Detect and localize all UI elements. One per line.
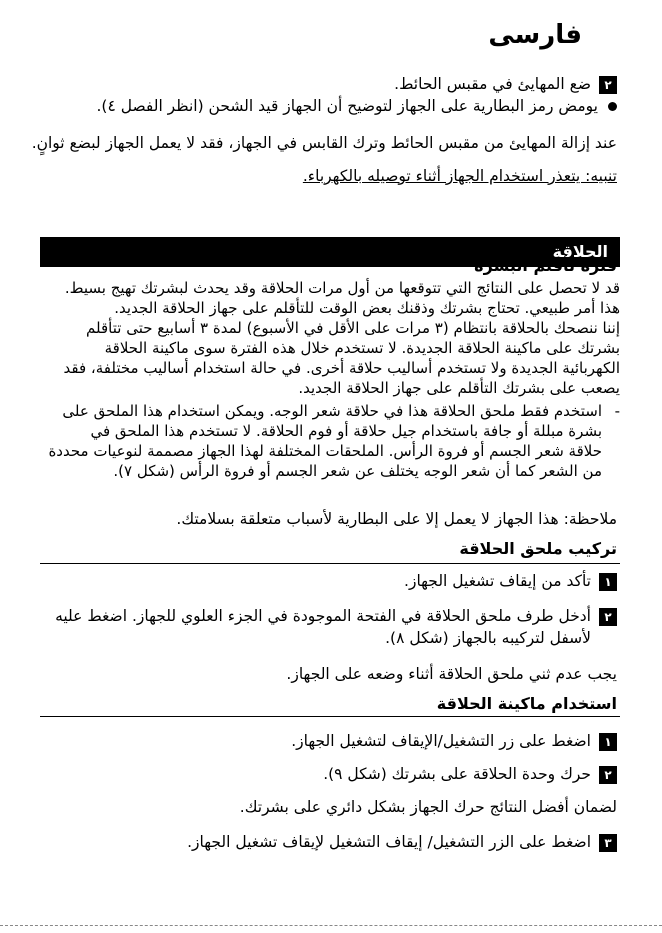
attach-step-1 xyxy=(404,571,617,591)
adaptation-title: فترة تأقلم البشرة xyxy=(474,256,617,275)
attach-step-2-line-2: لأسفل لتركيبه بالجهاز (شكل ٨). xyxy=(385,629,591,647)
adaptation-line: هذا أمر طبيعي. تحتاج بشرتك وذقنك بعض الوقت للتأقلم على جهاز الحلاقة الجديد. xyxy=(114,299,620,317)
attach-title: تركيب ملحق الحلاقة xyxy=(459,539,617,558)
dash-line: حلاقة شعر الجسم أو فروة الرأس. الملحقات المختلفة لهذا الجهاز مصممة لنوعيات محددة xyxy=(48,442,602,460)
attach-warning-text: يجب عدم ثني ملحق الحلاقة أثناء وضعه على الجهاز. xyxy=(286,665,617,683)
intro-warning-text: تنبيه: يتعذر استخدام الجهاز أثناء توصيله بالكهرباء. xyxy=(302,167,617,185)
dash-paragraph xyxy=(0,401,620,481)
section-title: الحلاقة xyxy=(552,242,608,261)
note-text: ملاحظة: هذا الجهاز لا يعمل إلا على البطارية لأسباب متعلقة بسلامتك. xyxy=(176,510,617,528)
use-tip-text: لضمان أفضل النتائج حرك الجهاز بشكل دائري على بشرتك. xyxy=(239,798,617,816)
use-step-2-text: حرك وحدة الحلاقة على بشرتك (شكل ٩). xyxy=(323,765,591,783)
attach-divider xyxy=(40,563,620,564)
intro-bullet-text: يومض رمز البطارية على الجهاز لتوضيح أن الجهاز قيد الشحن (انظر الفصل ٤). xyxy=(96,97,598,115)
adaptation-paragraph xyxy=(40,278,620,398)
bullet-icon xyxy=(608,102,617,111)
dash-marker: - xyxy=(614,402,620,420)
use-divider xyxy=(40,716,620,717)
use-step-3 xyxy=(187,832,617,852)
attach-step-1-text: تأكد من إيقاف تشغيل الجهاز. xyxy=(404,572,591,590)
use-step-1 xyxy=(291,731,617,751)
use-step-3-text: اضغط على الزر التشغيل/ إيقاف التشغيل لإيقاف تشغيل الجهاز. xyxy=(187,833,591,851)
use-step-1-text: اضغط على زر التشغيل/الإيقاف لتشغيل الجهاز. xyxy=(291,732,591,750)
intro-step-2-text: ضع المهايئ في مقبس الحائط. xyxy=(394,75,591,93)
step-number-badge: ١ xyxy=(599,573,617,591)
language-heading: فارسی xyxy=(488,20,582,50)
attach-step-2-line-1: أدخل طرف ملحق الحلاقة في الفتحة الموجودة في الجزء العلوي للجهاز. اضغط عليه xyxy=(55,607,591,625)
step-number-badge: ٢ xyxy=(599,766,617,784)
adaptation-line: إننا ننصحك بالحلاقة بانتظام (٣ مرات على الأقل في الأسبوع) لمدة ٣ أسابيع حتى تتأقلم xyxy=(86,319,620,337)
step-number-badge: ١ xyxy=(599,733,617,751)
step-number-badge: ٣ xyxy=(599,834,617,852)
dash-line-text: استخدم فقط ملحق الحلاقة هذا في حلاقة شعر الوجه. ويمكن استخدام هذا الملحق على xyxy=(62,402,602,420)
intro-bullet xyxy=(96,96,617,116)
adaptation-line: يصعب على بشرتك التأقلم على جهاز الحلاقة الجديد. xyxy=(298,379,620,397)
dash-line: بشرة مبللة أو جافة باستخدام جيل حلاقة أو فوم الحلاقة. لا تستخدم هذا الملحق في xyxy=(90,422,602,440)
step-number-badge: ٢ xyxy=(599,76,617,94)
use-title: استخدام ماكينة الحلاقة xyxy=(436,694,617,713)
page-bottom-border xyxy=(0,925,662,926)
dash-line xyxy=(0,401,620,421)
adaptation-line: الكهربائية الجديدة ولا تستخدم أساليب حلاقة أخرى. في حالة استخدام أساليب مختلفة، فقد xyxy=(63,359,620,377)
dash-line: من الشعر كما أن شعر الوجه يختلف عن شعر الجسم أو فروة الرأس (شكل ٧). xyxy=(113,462,602,480)
intro-step-2 xyxy=(394,74,617,94)
adaptation-line: قد لا تحصل على النتائج التي تتوقعها من أول مرات الحلاقة وقد يحدث لبشرتك تهيج بسيط. xyxy=(64,279,620,297)
intro-removal-text: عند إزالة المهايئ من مقبس الحائط وترك القابس في الجهاز، فقد لا يعمل الجهاز لبضع ثوانٍ. xyxy=(31,134,617,152)
step-number-badge: ٢ xyxy=(599,608,617,626)
use-step-2 xyxy=(323,764,617,784)
adaptation-line: بشرتك على ماكينة الحلاقة الجديدة. لا تستخدم خلال هذه الفترة سوى ماكينة الحلاقة xyxy=(104,339,620,357)
attach-step-2 xyxy=(55,606,617,626)
